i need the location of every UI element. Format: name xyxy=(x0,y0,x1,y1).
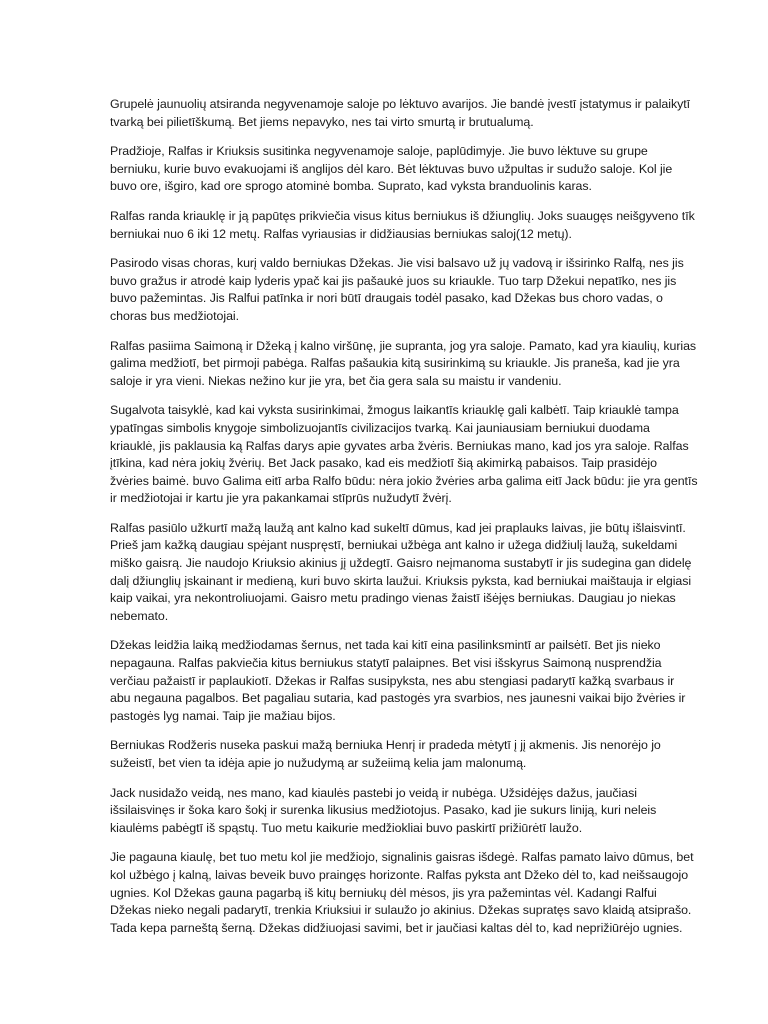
paragraph: Ralfas randa kriauklę ir ją papūtęs prikviečia visus kitus berniukus iš džiunglių. Joks suaugęs neišgyveno tīk berniukai nuo 6 iki 12 metų. Ralfas vyriausias ir didžiausias berniukas saloj(12 metų). xyxy=(110,208,695,241)
paragraph: Sugalvota taisyklė, kad kai vyksta susirinkimai, žmogus laikantīs kriauklę gali kalbėtī. Taip kriauklė tampa ypatīngas simbolis knygoje simbolizuojantīs civilizacijos tvarką. Kai jauniausiam berniukui duodama kriauklė, jis paklausia ką Ralfas darys apie gyvates arba žvėris. Berniukas mano, kad jos yra saloje. Ralfas įtīkina, kad nėra jokių žvėrių. Bet Jack pasako, kad eis medžiotī šią akimirką pabaisos. Taip prasidėjo žvėries baimė. buvo Galima eitī arba Ralfo būdu: nėra jokio žvėries arba galima eitī Jack būdu: jie yra gentīs ir medžiotojai ir kartu jie yra pakankamai stīprūs nužudytī žvėrį. xyxy=(110,403,698,506)
paragraph: Pradžioje, Ralfas ir Kriuksis susitinka negyvenamoje saloje, paplūdimyje. Jie buvo lėktuve su grupe berniuku, kurie buvo evakuojami iš anglijos dėl karo. Bėt lėktuvas buvo užpultas ir sudužo saloje. Kol jie buvo ore, išgiro, kad ore sprogo atominė bomba. Suprato, kad vyksta branduolinis karas. xyxy=(110,144,673,194)
paragraph: Jack nusidažo veidą, nes mano, kad kiaulės pastebi jo veidą ir nubėga. Užsidėjęs dažus, jaučiasi išsilaisvinęs ir šoka karo šokį ir surenka likusius medžiotojus. Pasako, kad jie sukurs liniją, kuri neleis kiaulėms pabėgtī iš spąstų. Tuo metu kaikurie medžiokliai buvo paskirtī prižiūrėtī laužo. xyxy=(110,785,657,835)
paragraph: Berniukas Rodžeris nuseka paskui mažą berniuka Henrį ir pradeda mėtytī į jį akmenis. Jis nenorėjo jo sužeistī, bet vien ta idėja apie jo nužudymą ar sužeiimą kelia jam malonumą. xyxy=(110,738,661,770)
document-page xyxy=(110,96,698,949)
paragraph: Ralfas pasiima Saimoną ir Džeką į kalno viršūnę, jie supranta, jog yra saloje. Pamato, kad yra kiaulių, kurias galima medžiotī, bet pirmoji pabėga. Ralfas pašaukia kitą susirinkimą su kriaukle. Jis praneša, kad jie yra saloje ir yra vieni. Niekas nežino kur jie yra, bet čia gera sala su maistu ir vandeniu. xyxy=(110,338,697,388)
paragraph: Jie pagauna kiaulę, bet tuo metu kol jie medžiojo, signalinis gaisras išdegė. Ralfas pamato laivo dūmus, bet kol užbėgo į kalną, laivas beveik buvo praingęs horizonte. Ralfas pyksta ant Džeko dėl to, kad neišsaugojo ugnies. Kol Džekas gauna pagarbą iš kitų berniukų dėl mėsos, jis yra pažemintas vėl. Kadangi Ralfui Džekas nieko negali padarytī, trenkia Kriuksiui ir sulaužo jo akinius. Džekas supratęs savo klaidą atsiprašo. Tada kepa parneštą šerną. Džekas didžiuojasi savimi, bet ir jaučiasi kaltas dėl to, kad neprižiūrėjo ugnies. xyxy=(110,850,694,935)
paragraph: Džekas leidžia laiką medžiodamas šernus, net tada kai kitī eina pasilinksmintī ar pailsėtī. Bet jis nieko nepagauna. Ralfas pakviečia kitus berniukus statytī palaipnes. Bet visi išskyrus Saimoną nusprendžia verčiau pažaistī ir paplaukiotī. Džekas ir Ralfas susipyksta, nes abu stengiasi padarytī kažką svarbaus ir abu negauna pagalbos. Bet pagaliau sutaria, kad pastogės yra svarbios, nes jaunesni vaikai bijo žvėries ir pastogės lyg namai. Taip jie mažiau bijos. xyxy=(110,638,686,723)
paragraph: Pasirodo visas choras, kurį valdo berniukas Džekas. Jie visi balsavo už jų vadovą ir išsirinko Ralfą, nes jis buvo gražus ir atrodė kaip lyderis ypač kai jis pašaukė juos su kriaukle. Tuo tarp Džekui nepatīko, nes jis buvo pažemintas. Jis Ralfui patīnka ir nori būtī draugais todėl pasako, kad Džekas bus choro vadas, o choras bus medžiotojai. xyxy=(110,256,684,323)
paragraph: Grupelė jaunuolių atsiranda negyvenamoje saloje po lėktuvo avarijos. Jie bandė įvestī įstatymus ir palaikytī tvarką bei pilietīškumą. Bet jiems nepavyko, nes tai virto smurtą ir brutualumą. xyxy=(110,97,691,129)
paragraph: Ralfas pasiūlo užkurtī mažą laužą ant kalno kad sukeltī dūmus, kad jei praplauks laivas, jie būtų išlaisvintī. Prieš jam kažką daugiau spėjant nuspręstī, berniukai užbėga ant kalno ir užega didžiulį laužą, sukeldami miško gaisrą. Jie naudojo Kriuksio akinius jį uždegtī. Gaisro neįmanoma sustabytī ir jis sudegina gan didelę dalį džiunglių įskainant ir medieną, kuri buvo skirta laužui. Kriuksis pyksta, kad berniukai maištauja ir elgiasi kaip vaikai, yra nekontroliuojami. Gaisro metu pradingo vienas žaistī išėjęs berniukas. Daugiau jo niekas nebemato. xyxy=(110,520,692,623)
